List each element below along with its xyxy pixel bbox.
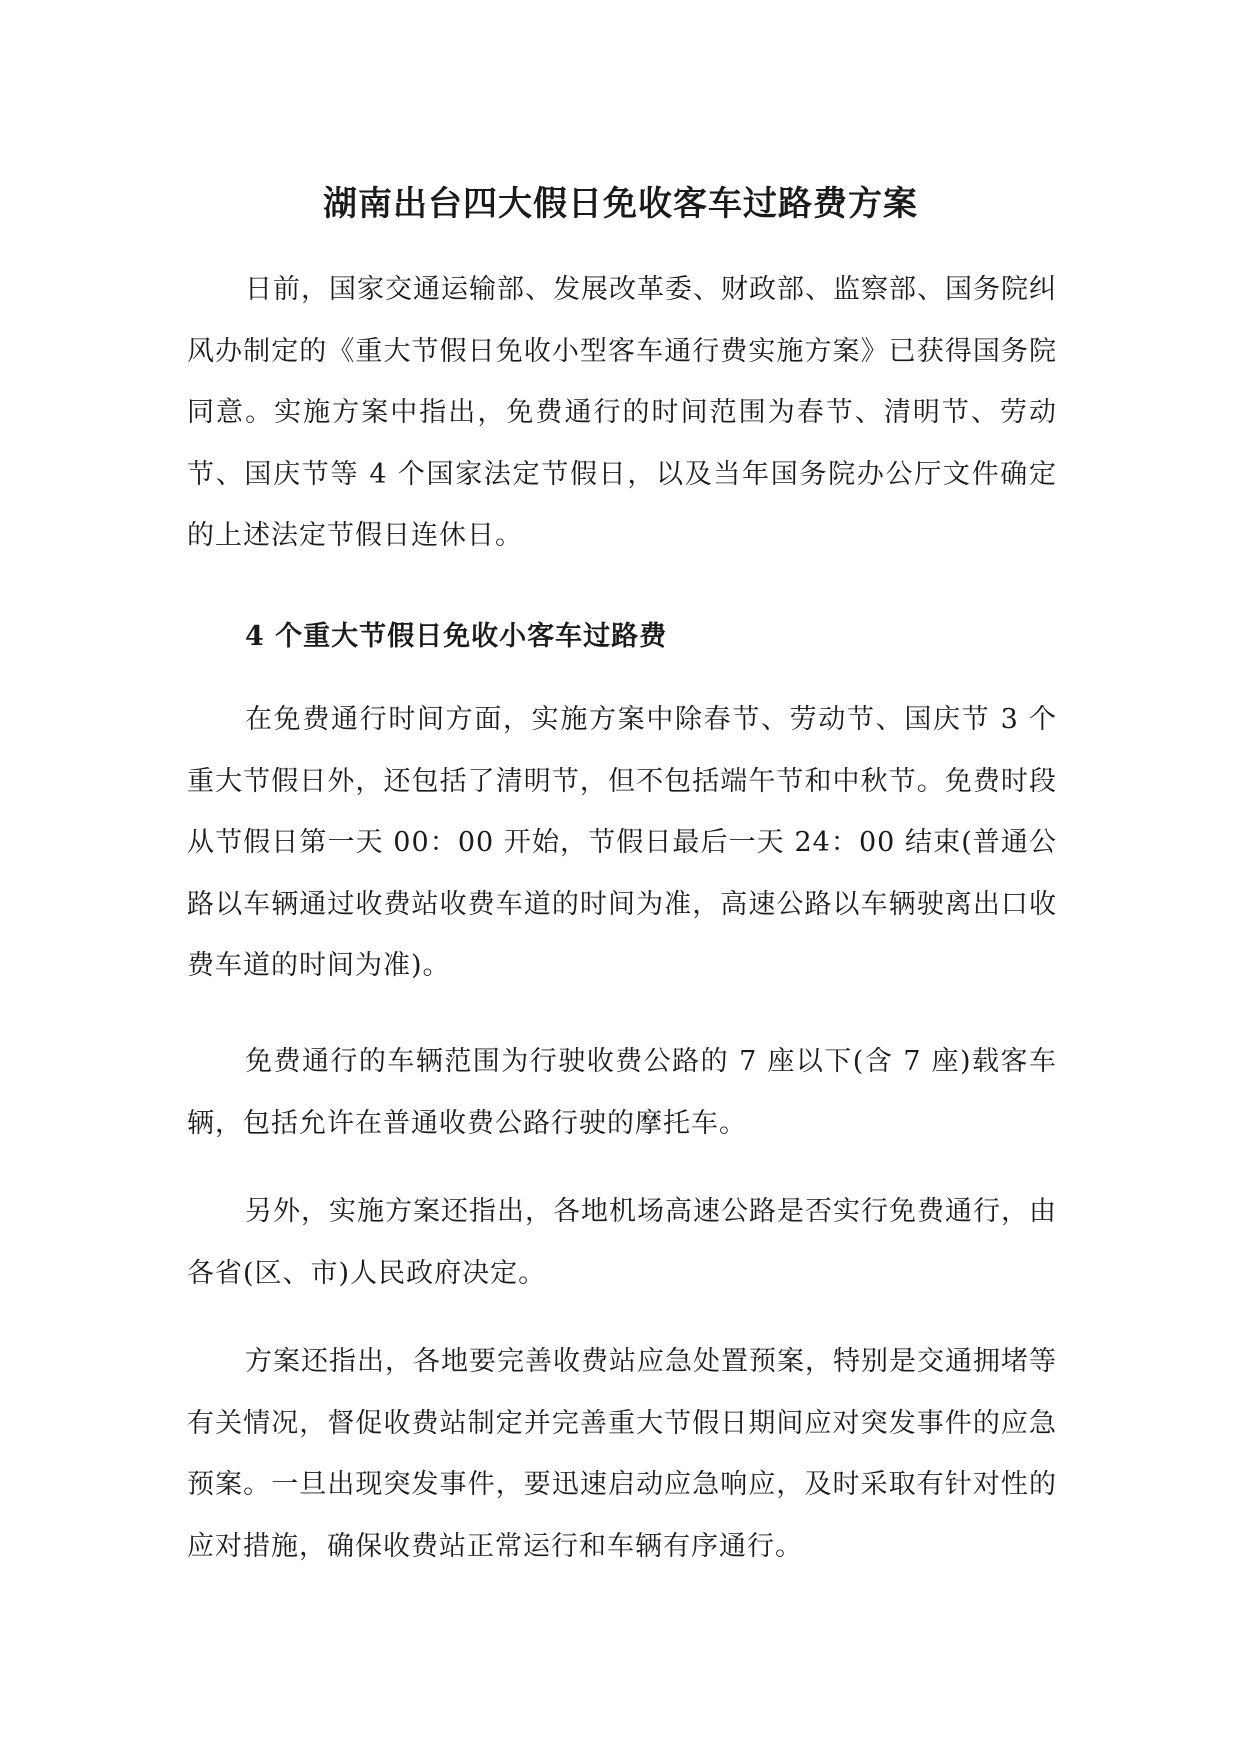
paragraph-airport-highway: 另外，实施方案还指出，各地机场高速公路是否实行免费通行，由各省(区、市)人民政府决定。	[187, 1196, 1057, 1289]
paragraph-free-time: 在免费通行时间方面，实施方案中除春节、劳动节、国庆节 3 个重大节假日外，还包括了清明节，但不包括端午节和中秋节。免费时段从节假日第一天 00：00 开始，节假日最后一天 24：00 结束(普通公路以车辆通过收费站收费车道的时间为准，高速公路以车辆驶离出口收费车道的时间为准)。	[187, 704, 1057, 981]
paragraph-intro: 日前，国家交通运输部、发展改革委、财政部、监察部、国务院纠风办制定的《重大节假日免收小型客车通行费实施方案》已获得国务院同意。实施方案中指出，免费通行的时间范围为春节、清明节、劳动节、国庆节等 4 个国家法定节假日，以及当年国务院办公厅文件确定的上述法定节假日连休日。	[187, 274, 1057, 551]
document-title: 湖南出台四大假日免收客车过路费方案	[323, 184, 918, 224]
section-heading: 4 个重大节假日免收小客车过路费	[245, 621, 668, 652]
paragraph-emergency-plan: 方案还指出，各地要完善收费站应急处置预案，特别是交通拥堵等有关情况，督促收费站制定并完善重大节假日期间应对突发事件的应急预案。一旦出现突发事件，要迅速启动应急响应，及时采取有针对性的应对措施，确保收费站正常运行和车辆有序通行。	[187, 1346, 1057, 1562]
paragraph-vehicle-scope: 免费通行的车辆范围为行驶收费公路的 7 座以下(含 7 座)载客车辆，包括允许在普通收费公路行驶的摩托车。	[187, 1046, 1057, 1139]
